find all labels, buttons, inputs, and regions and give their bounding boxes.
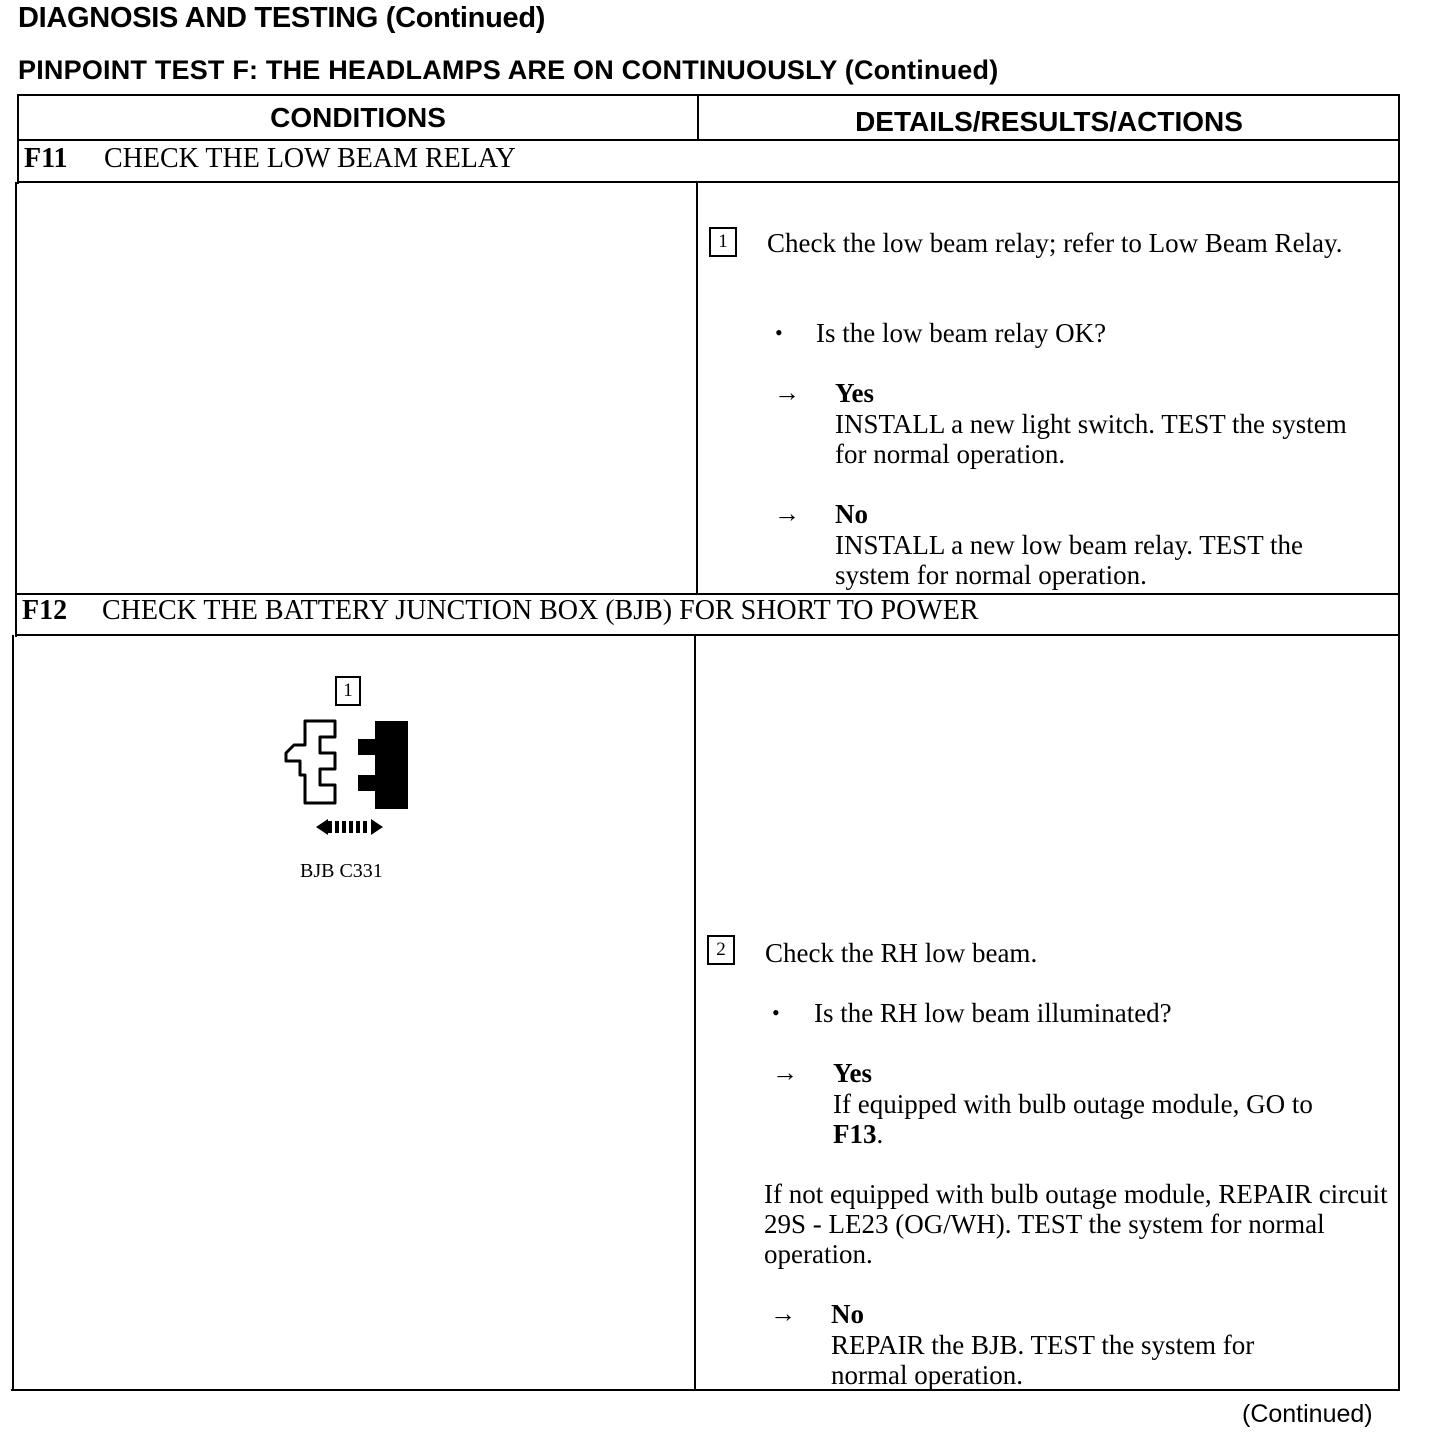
connector-disconnect-icon [280, 715, 415, 840]
action-instruction: Check the RH low beam. [765, 938, 1038, 968]
result-no-text: REPAIR the BJB. TEST the system for normal operation. [831, 1330, 1255, 1390]
pinpoint-test-title: PINPOINT TEST F: THE HEADLAMPS ARE ON CONTINUOUSLY (Continued) [18, 55, 999, 85]
step-heading-f11 [24, 143, 516, 175]
f11-heading-divider [17, 181, 1400, 183]
step-id: F12 [22, 595, 68, 626]
connector-label: BJB C331 [300, 860, 383, 882]
f12-heading-bottom-divider [17, 634, 1400, 636]
right-arrow-icon: → [770, 1299, 796, 1328]
goto-step-reference: F13 [833, 1119, 877, 1149]
result-yes-text: INSTALL a new light switch. TEST the system for normal operation. [835, 409, 1347, 469]
continued-footer: (Continued) [1242, 1400, 1373, 1428]
action-instruction: Check the low beam relay; refer to Low Beam Relay. [767, 228, 1343, 258]
right-arrow-icon: → [774, 499, 800, 528]
step-heading-f12 [22, 595, 979, 627]
right-arrow-icon: → [772, 1058, 798, 1087]
step-title: CHECK THE BATTERY JUNCTION BOX (BJB) FOR SHORT TO POWER [102, 595, 979, 626]
step-number-box: 2 [707, 935, 735, 965]
result-yes-text [833, 1089, 1378, 1149]
step-title: CHECK THE LOW BEAM RELAY [104, 143, 516, 174]
result-yes-text-prefix: If equipped with bulb outage module, GO to [833, 1089, 1313, 1119]
table-left-border-mid [15, 182, 17, 637]
right-arrow-icon: → [774, 378, 800, 407]
result-yes-text-suffix: . [876, 1119, 884, 1149]
step-id: F11 [24, 143, 68, 174]
column-divider-f11 [696, 181, 698, 595]
figure-step-number-box: 1 [335, 676, 361, 706]
action-question: Is the RH low beam illuminated? [814, 998, 1172, 1028]
page-header: DIAGNOSIS AND TESTING (Continued) [18, 2, 546, 34]
column-header-details: DETAILS/RESULTS/ACTIONS [855, 106, 1243, 137]
table-left-border-bottom [12, 635, 14, 1391]
bullet-icon: • [775, 320, 783, 345]
result-yes-note: If not equipped with bulb outage module, REPAIR circuit 29S - LE23 (OG/WH). TEST the system for normal operation. [764, 1179, 1388, 1269]
result-no-label: No [835, 499, 868, 529]
result-no-label: No [831, 1299, 864, 1329]
result-yes-label: Yes [833, 1058, 872, 1088]
result-yes-label: Yes [835, 378, 874, 408]
action-question: Is the low beam relay OK? [816, 318, 1107, 348]
step-number-box: 1 [709, 227, 737, 257]
table-header-divider [17, 139, 1400, 141]
table-right-border [1398, 94, 1400, 1391]
column-divider-f12 [694, 634, 696, 1391]
bullet-icon: • [772, 1000, 780, 1025]
result-no-text: INSTALL a new low beam relay. TEST the system for normal operation. [835, 530, 1303, 590]
column-header-conditions: CONDITIONS [270, 102, 446, 133]
table-top-border [17, 94, 1400, 96]
